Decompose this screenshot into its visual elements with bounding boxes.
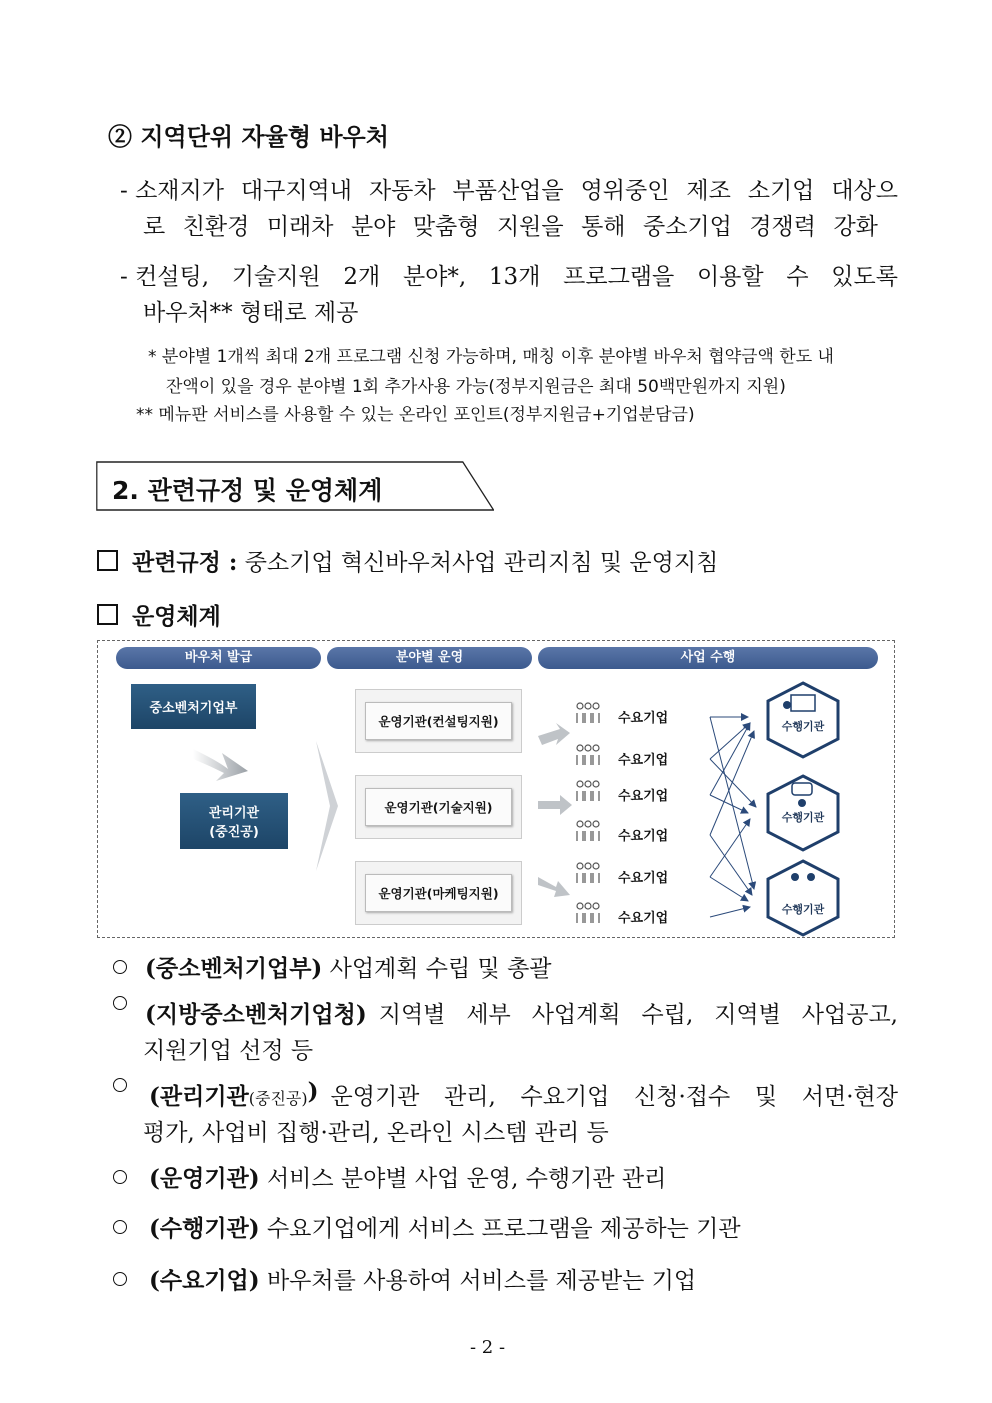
stage-voucher-issue: 바우처 발급 <box>116 647 321 669</box>
role-word: 서면·현장 <box>801 1084 898 1110</box>
role-word: 지역별 <box>714 1002 781 1028</box>
item1-word: 중소기업 <box>643 214 732 240</box>
role-text <box>331 1078 898 1111</box>
role-ministry <box>113 950 552 983</box>
role-regional <box>113 996 898 1029</box>
role-word: 사업공고, <box>801 1002 898 1028</box>
gray-arrow-icon <box>538 795 572 815</box>
item2-word: 수 <box>786 264 809 290</box>
role-label: (수행기관) <box>149 1215 260 1242</box>
performer-label: 수행기관 <box>781 720 825 733</box>
agency-name: 관리기관 <box>208 806 260 821</box>
role-word: 운영기관 <box>330 1084 420 1110</box>
gray-arrow-icon <box>538 723 570 745</box>
item1-line2 <box>143 208 878 241</box>
gray-arrow-icon <box>538 877 570 897</box>
item1-word: 자동차 <box>368 178 436 204</box>
page-number: - 2 - <box>470 1337 506 1358</box>
agency-sub: (중진공) <box>209 825 259 840</box>
item2-word: 분야*, <box>402 264 467 290</box>
role-word: 수립, <box>641 1002 694 1028</box>
role-word: 및 <box>754 1084 778 1110</box>
demand-company-label: 수요기업 <box>618 789 669 804</box>
role-word: 사업계획 <box>531 1002 621 1028</box>
item1-word: 친환경 <box>182 214 250 240</box>
role-text <box>379 996 898 1029</box>
item2-word: 2개 <box>343 264 381 290</box>
checkbox-square-icon <box>97 550 118 571</box>
circle-bullet-icon <box>113 1078 127 1092</box>
operation-line <box>97 598 221 631</box>
role-word: 세부 <box>466 1002 511 1028</box>
role-label: (중소벤처기업부) <box>145 955 323 982</box>
item1-word: 부품산업을 <box>452 178 564 204</box>
item2-word: 기술지원 <box>231 264 321 290</box>
item1-word: 분야 <box>350 214 396 240</box>
item2-word: 이용할 <box>696 264 764 290</box>
item1-word: 맞춤형 <box>412 214 480 240</box>
demand-company-label: 수요기업 <box>618 753 669 768</box>
role-word: 관리, <box>444 1084 496 1110</box>
item2-word: 프로그램을 <box>563 264 675 290</box>
operator-label: 운영기관(컨설팅지원) <box>365 702 512 740</box>
operator-box-marketing <box>355 861 522 925</box>
bracket-arrow-icon <box>316 741 338 871</box>
demand-company-label: 수요기업 <box>618 911 669 926</box>
section-heading-box <box>96 461 494 511</box>
item1-word: 미래차 <box>266 214 334 240</box>
demand-company-label: 수요기업 <box>618 871 669 886</box>
performer-label: 수행기관 <box>781 811 825 824</box>
ministry-box: 중소벤처기업부 <box>131 684 256 729</box>
item1-word: 강화 <box>833 214 878 240</box>
role-text: 바우처를 사용하여 서비스를 제공받는 기업 <box>266 1268 697 1294</box>
item1-word: - 소재지가 <box>120 178 224 204</box>
stage-field-operation: 분야별 운영 <box>327 647 532 669</box>
regulation-text: 중소기업 혁신바우처사업 관리지침 및 운영지침 <box>244 550 719 576</box>
role-management <box>113 1078 898 1111</box>
operation-label: 운영체계 <box>132 603 221 630</box>
footnote-1-line2: 잔액이 있을 경우 분야별 1회 추가사용 가능(정부지원금은 최대 50백만원까지 지원) <box>166 377 786 397</box>
item1-word: 통해 <box>581 214 626 240</box>
demand-company-label: 수요기업 <box>618 829 669 844</box>
regulation-label: 관련규정 : <box>132 549 238 576</box>
role-label-sub: (중진공) <box>248 1089 308 1108</box>
item2-word: - 컨설팅, <box>120 264 210 290</box>
curved-arrow-icon <box>193 749 248 781</box>
circle-bullet-icon <box>113 1220 127 1234</box>
item2-line1 <box>120 258 898 291</box>
role-label-sub-text: 중진공 <box>255 1089 302 1108</box>
item1-word: 소기업 <box>747 178 815 204</box>
role-regional-cont: 지원기업 선정 등 <box>143 1038 314 1064</box>
checkbox-square-icon <box>97 604 118 625</box>
item1-word: 로 <box>143 214 166 240</box>
circle-bullet-icon <box>113 1272 127 1286</box>
operator-label: 운영기관(기술지원) <box>365 788 512 826</box>
item1-word: 대구지역내 <box>240 178 352 204</box>
role-text: 사업계획 수립 및 총괄 <box>329 956 552 982</box>
role-text: 수요기업에게 서비스 프로그램을 제공하는 기관 <box>266 1216 741 1242</box>
subsection-heading: ② 지역단위 자율형 바우처 <box>108 122 389 151</box>
demand-company-label: 수요기업 <box>618 711 669 726</box>
section-heading: 2. 관련규정 및 운영체계 <box>112 476 383 505</box>
role-word: 신청·접수 <box>634 1084 731 1110</box>
operator-box-technology <box>355 775 522 839</box>
role-label: (지방중소벤처기업청) <box>145 1001 367 1028</box>
operation-diagram <box>97 640 895 938</box>
circle-bullet-icon <box>113 996 127 1010</box>
role-label: (운영기관) <box>149 1165 260 1192</box>
role-word: 지역별 <box>378 1002 446 1028</box>
role-text: 서비스 분야별 사업 운영, 수행기관 관리 <box>266 1166 667 1192</box>
regulation-line <box>97 544 718 577</box>
item1-word: 대상으 <box>831 178 898 204</box>
item1-word: 제조 <box>686 178 731 204</box>
operator-box-consulting <box>355 689 522 753</box>
role-word: 수요기업 <box>520 1084 610 1110</box>
circle-bullet-icon <box>113 960 127 974</box>
circle-bullet-icon <box>113 1170 127 1184</box>
role-label: (수요기업) <box>149 1267 260 1294</box>
item2-line2: 바우처** 형태로 제공 <box>143 300 359 326</box>
role-operator <box>113 1160 666 1193</box>
item1-word: 지원을 <box>496 214 564 240</box>
role-label-end: ) <box>307 1078 319 1105</box>
item1-word: 경쟁력 <box>749 214 816 240</box>
stage-business-execution: 사업 수행 <box>538 647 878 669</box>
role-management-cont: 평가, 사업비 집행·관리, 온라인 시스템 관리 등 <box>143 1120 609 1146</box>
people-icons <box>577 703 599 923</box>
role-label: (관리기관 <box>149 1083 249 1110</box>
item2-word: 있도록 <box>831 264 898 290</box>
performer-label: 수행기관 <box>781 903 825 916</box>
footnote-1-line1: * 분야별 1개씩 최대 2개 프로그램 신청 가능하며, 매칭 이후 분야별 바우처 협약금액 한도 내 <box>148 347 834 367</box>
item1-word: 영위중인 <box>580 178 670 204</box>
operator-label: 운영기관(마케팅지원) <box>365 874 512 912</box>
role-performer <box>113 1210 741 1243</box>
item2-word: 13개 <box>488 264 541 290</box>
item1-line1 <box>120 172 898 205</box>
connection-arrows <box>710 717 756 917</box>
footnote-2: ** 메뉴판 서비스를 사용할 수 있는 온라인 포인트(정부지원금+기업분담금) <box>136 405 695 425</box>
role-demand <box>113 1262 696 1295</box>
